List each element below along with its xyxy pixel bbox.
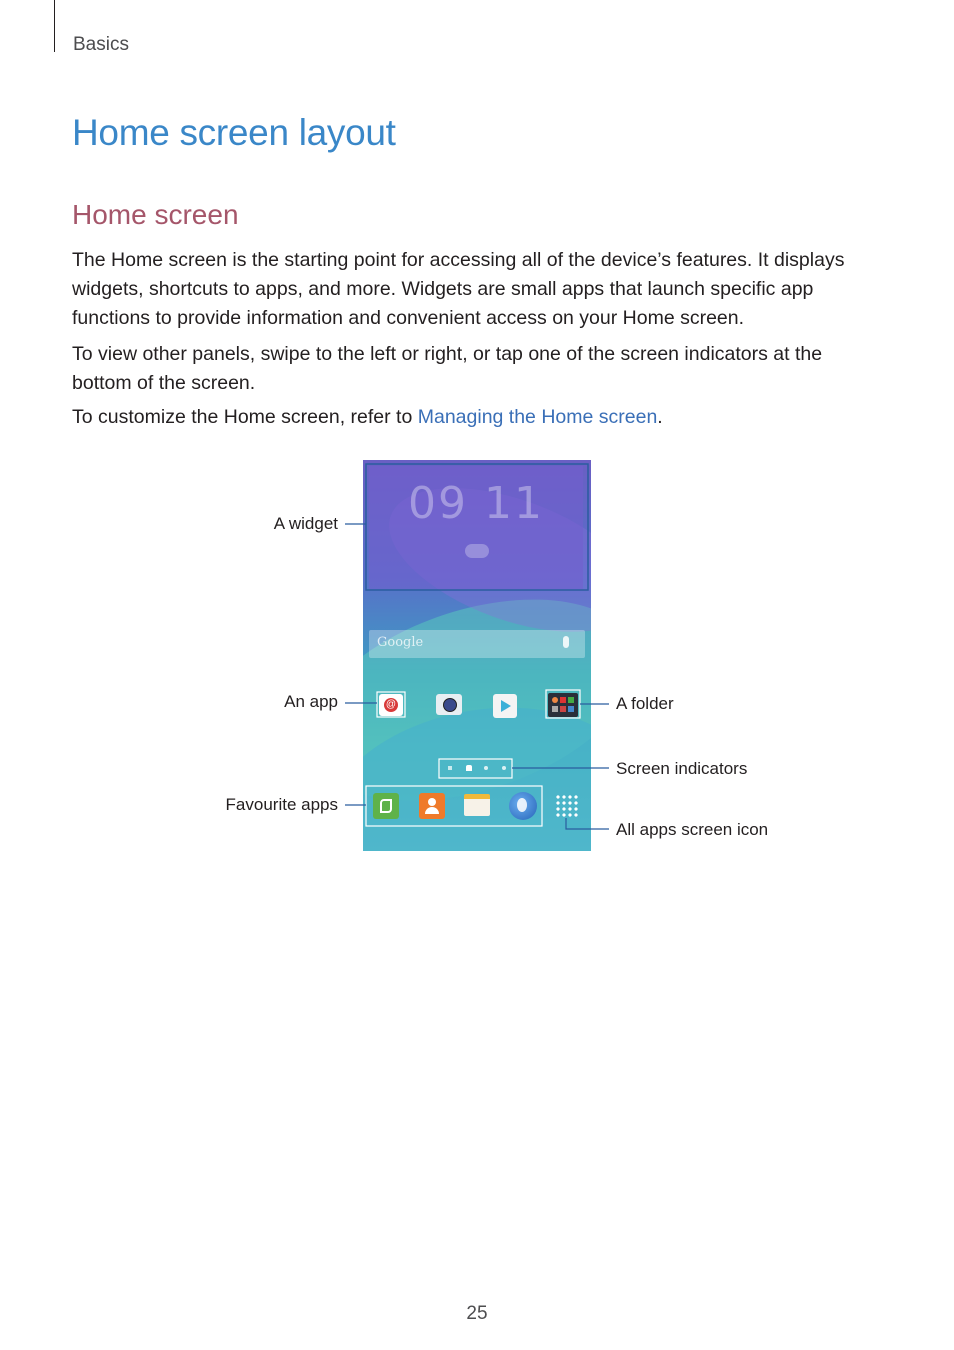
folder-label: A folder (616, 694, 674, 713)
widget-label: A widget (273, 514, 338, 533)
messages-app-icon[interactable] (464, 794, 490, 816)
internet-app-icon[interactable] (509, 792, 537, 820)
camera-lens-icon (443, 698, 457, 712)
customize-paragraph (72, 403, 862, 432)
header-rule (54, 0, 55, 52)
indicator-dot[interactable] (502, 766, 506, 770)
camera-app-icon[interactable] (436, 694, 462, 715)
customize-text: To customize the Home screen, refer to (72, 406, 418, 428)
phone-handset-icon (380, 799, 392, 813)
customize-end: . (657, 406, 663, 428)
folder-mini-icon (568, 706, 574, 712)
page-number: 25 (466, 1303, 488, 1324)
play-store-app-icon[interactable] (493, 694, 517, 718)
google-folder-icon[interactable] (548, 693, 578, 717)
app-label: An app (284, 692, 338, 711)
email-at-icon: @ (385, 699, 397, 710)
clock-widget[interactable] (369, 466, 583, 589)
email-app-icon[interactable] (379, 694, 403, 716)
folder-mini-icon (560, 706, 566, 712)
home-indicator-icon[interactable] (466, 765, 472, 771)
mic-icon[interactable] (563, 636, 569, 648)
globe-land-icon (517, 798, 527, 812)
folder-mini-icon (552, 706, 558, 712)
apps-grid-icon[interactable] (555, 794, 579, 818)
indicator-dot[interactable] (484, 766, 488, 770)
indicator-dot[interactable] (448, 766, 452, 770)
intro-paragraph: The Home screen is the starting point for accessing all of the device’s features. It displays widgets, shortcuts to apps, and more. Widgets are small apps that launch specific app functions to provide information and convenient access on your Home screen. (72, 249, 845, 329)
contacts-app-icon[interactable] (419, 793, 445, 819)
managing-home-screen-link[interactable]: Managing the Home screen (417, 406, 658, 428)
section-subtitle: Home screen (72, 199, 239, 230)
screen-indicators-label: Screen indicators (616, 759, 748, 778)
clock-time: 09 11 (408, 478, 544, 529)
screen-indicators[interactable] (440, 760, 512, 776)
section-header: Basics (73, 34, 129, 55)
phone-app-icon[interactable] (373, 793, 399, 819)
play-triangle-icon (501, 700, 511, 712)
weather-icon (465, 544, 489, 558)
folder-mini-icon (560, 697, 566, 703)
page-title: Home screen layout (72, 112, 396, 153)
contact-body-icon (425, 807, 439, 814)
contact-head-icon (428, 798, 436, 806)
folder-mini-icon (568, 697, 574, 703)
google-search-bar[interactable] (369, 630, 585, 658)
panels-paragraph: To view other panels, swipe to the left or right, or tap one of the screen indicators at the bottom of the screen. (72, 343, 823, 394)
google-logo: Google (377, 635, 424, 650)
favourite-apps-label: Favourite apps (225, 795, 338, 814)
folder-mini-icon (552, 697, 558, 703)
home-screen-illustration (363, 460, 591, 851)
all-apps-label: All apps screen icon (616, 820, 769, 839)
